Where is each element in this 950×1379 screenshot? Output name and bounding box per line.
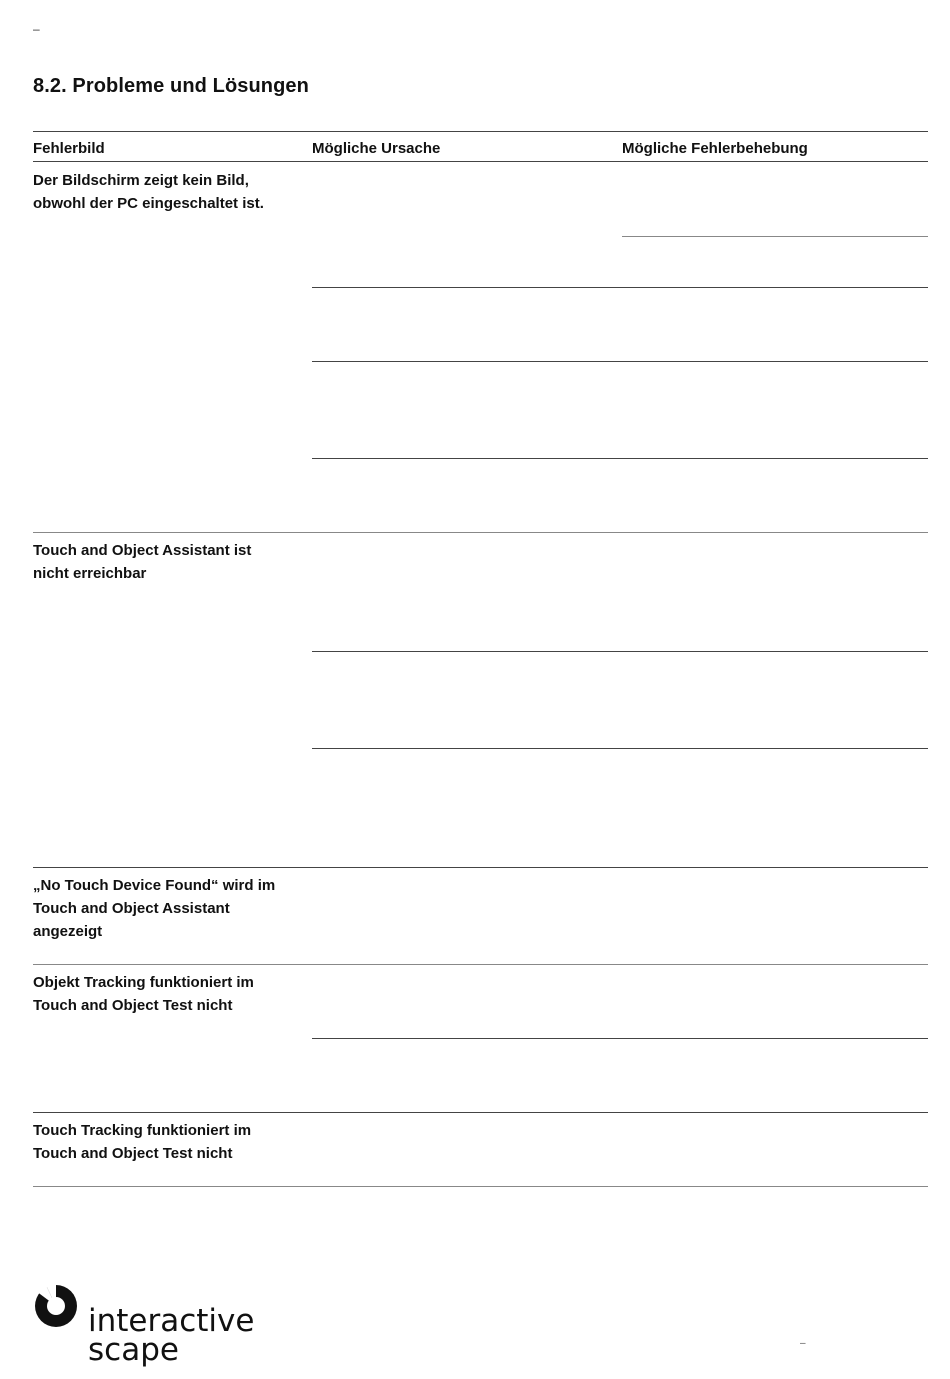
column-header-ursache: Mögliche Ursache	[312, 140, 441, 157]
table-bottom-rule	[33, 1186, 928, 1187]
fehlerbild-line: Touch and Object Test nicht	[33, 997, 233, 1014]
page-mark: –	[800, 1338, 806, 1349]
fehlerbild-line: Touch and Object Test nicht	[33, 1145, 233, 1162]
row-rule	[33, 532, 928, 533]
column-header-fehlerbild: Fehlerbild	[33, 140, 105, 157]
sub-rule	[312, 287, 928, 288]
sub-rule	[312, 1038, 928, 1039]
sub-rule	[312, 748, 928, 749]
row-rule	[33, 964, 928, 965]
top-dash: –	[33, 22, 40, 36]
sub-rule	[622, 236, 928, 237]
table-row	[33, 169, 303, 215]
fehlerbild-line: obwohl der PC eingeschaltet ist.	[33, 195, 264, 212]
fehlerbild-line: Objekt Tracking funktioniert im	[33, 974, 254, 991]
row-rule	[33, 1112, 928, 1113]
brand-name-line1: interactive	[88, 1303, 255, 1339]
table-row	[33, 874, 303, 943]
sub-rule	[312, 651, 928, 652]
fehlerbild-line: Touch Tracking funktioniert im	[33, 1122, 252, 1139]
row-rule	[33, 867, 928, 868]
fehlerbild-line: Touch and Object Assistant	[33, 900, 230, 917]
fehlerbild-line: Der Bildschirm zeigt kein Bild,	[33, 172, 249, 189]
fehlerbild-line: Touch and Object Assistant ist	[33, 542, 252, 559]
interactive-scape-logo-icon	[30, 1279, 82, 1331]
table-header-rule	[33, 161, 928, 162]
table-row	[33, 539, 303, 585]
fehlerbild-line: nicht erreichbar	[33, 565, 147, 582]
table-row	[33, 971, 303, 1017]
fehlerbild-line: „No Touch Device Found“ wird im	[33, 877, 276, 894]
column-header-fehlerbehebung: Mögliche Fehlerbehebung	[622, 140, 808, 157]
section-title: 8.2. Probleme und Lösungen	[33, 75, 309, 97]
table-row	[33, 1119, 303, 1165]
sub-rule	[312, 458, 928, 459]
sub-rule	[312, 361, 928, 362]
table-top-rule	[33, 131, 928, 132]
fehlerbild-line: angezeigt	[33, 923, 103, 940]
brand-name-line2: scape	[88, 1332, 179, 1368]
